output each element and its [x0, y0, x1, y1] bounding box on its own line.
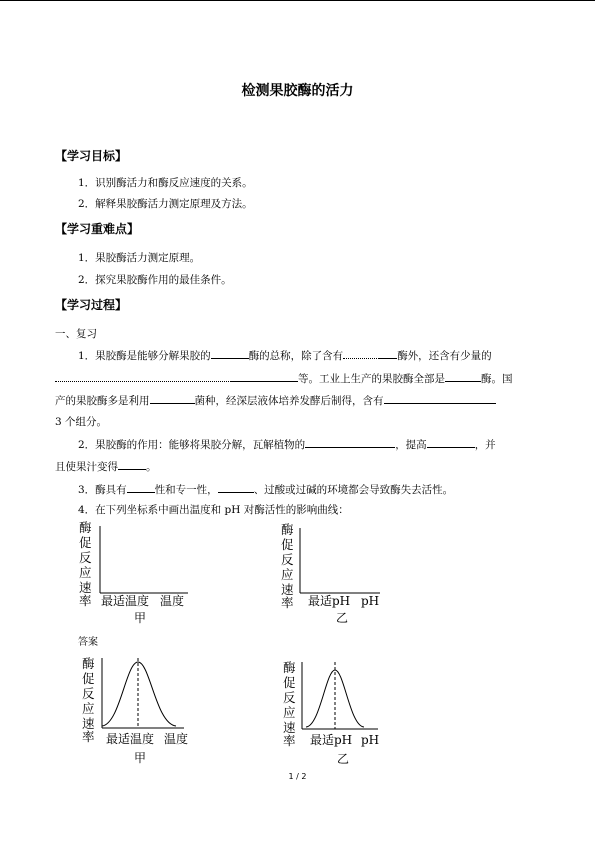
- ylabel-char: 促: [79, 535, 92, 550]
- ylabel-char: 应: [79, 565, 92, 580]
- blank[interactable]: [379, 347, 397, 359]
- section-heading-key-points: 【学习重难点】: [55, 222, 140, 236]
- blank[interactable]: [427, 436, 475, 448]
- ylabel-char: 率: [283, 733, 296, 748]
- goal-item-1: 1．识别酶活力和酶反应速度的关系。: [78, 177, 253, 189]
- x-axis-label-ph: pH: [361, 733, 380, 747]
- blank[interactable]: [55, 370, 231, 382]
- ylabel-char: 反: [281, 552, 294, 567]
- graph-temperature-blank: [70, 516, 200, 628]
- blank[interactable]: [150, 392, 195, 404]
- blank[interactable]: [384, 392, 496, 404]
- ylabel-char: 率: [82, 729, 95, 744]
- page-number: 1 / 2: [288, 772, 307, 781]
- ylabel-char: 应: [82, 701, 95, 716]
- ylabel-char: 速: [283, 720, 296, 735]
- x-tick-optimal-temperature: 最适温度: [101, 594, 150, 608]
- graph-ylabel: [283, 660, 296, 748]
- blank[interactable]: [445, 370, 481, 382]
- ylabel-char: 酶: [82, 656, 95, 671]
- ylabel-char: 反: [82, 686, 95, 701]
- graph-ph-blank: [272, 516, 392, 628]
- blank[interactable]: [127, 481, 155, 493]
- graph-label-a: 甲: [134, 611, 147, 625]
- top-border-line: [0, 0, 595, 1]
- ylabel-char: 反: [283, 690, 296, 705]
- graph-ylabel: [281, 522, 294, 610]
- blank[interactable]: [305, 436, 395, 448]
- graph-label-b: 乙: [336, 611, 349, 625]
- question-2-line-1: 2．果胶酶的作用：能够将果胶分解，瓦解植物的 ，提高 ，并: [78, 436, 496, 452]
- ylabel-char: 酶: [281, 522, 294, 537]
- blank[interactable]: [231, 370, 298, 382]
- ylabel-char: 反: [79, 550, 92, 565]
- graph-ph-answer: [272, 656, 392, 768]
- ylabel-char: 酶: [283, 660, 296, 675]
- ylabel-char: 促: [283, 675, 296, 690]
- blank[interactable]: [118, 458, 146, 470]
- ylabel-char: 率: [281, 595, 294, 610]
- ylabel-char: 促: [281, 537, 294, 552]
- question-1-line-1: 1．果胶酶是能够分解果胶的 酶的总称，除了含有 酶外，还含有少量的: [78, 347, 492, 363]
- question-1-line-4: 3 个组分。: [55, 416, 108, 428]
- x-axis-label-ph: pH: [361, 594, 380, 608]
- blank[interactable]: [218, 481, 254, 493]
- answer-label: 答案: [78, 637, 98, 648]
- blank[interactable]: [211, 347, 249, 359]
- ylabel-char: 率: [79, 593, 92, 608]
- x-axis-label-temperature: 温度: [164, 732, 189, 746]
- graph-temperature-answer: [72, 650, 202, 768]
- question-1-line-2: 等。工业上生产的果胶酶全部是 酶。国: [55, 370, 513, 386]
- question-4: 4．在下列坐标系中画出温度和 pH 对酶活性的影响曲线：: [78, 504, 349, 516]
- graph-label-a: 甲: [134, 751, 147, 765]
- x-tick-optimal-ph: 最适pH: [308, 594, 351, 608]
- ylabel-char: 促: [82, 671, 95, 686]
- x-axis-label-temperature: 温度: [160, 594, 185, 608]
- graph-label-b: 乙: [337, 752, 350, 766]
- page-title: 检测果胶酶的活力: [241, 83, 354, 99]
- question-3: 3．酶具有 性和专一性， 、过酸或过碱的环境都会导致酶失去活性。: [78, 481, 453, 497]
- section-heading-goals: 【学习目标】: [55, 149, 128, 163]
- goal-item-2: 2．解释果胶酶活力测定原理及方法。: [78, 198, 253, 210]
- key-point-item-2: 2．探究果胶酶作用的最佳条件。: [78, 274, 232, 286]
- graph-ylabel: [82, 656, 95, 744]
- x-tick-optimal-ph: 最适pH: [310, 733, 353, 747]
- section-heading-process: 【学习过程】: [55, 298, 128, 312]
- review-heading: 一、复习: [55, 328, 97, 340]
- blank[interactable]: [343, 347, 379, 359]
- ylabel-char: 酶: [79, 520, 92, 535]
- question-1-line-3: 产的果胶酶多是利用 菌种，经深层液体培养发酵后制得，含有: [55, 392, 496, 408]
- ylabel-char: 应: [281, 567, 294, 582]
- ylabel-char: 速: [79, 580, 92, 595]
- x-tick-optimal-temperature: 最适温度: [106, 732, 155, 746]
- question-2-line-2: 且使果汁变得 。: [55, 458, 157, 474]
- ylabel-char: 速: [82, 716, 95, 731]
- key-point-item-1: 1．果胶酶活力测定原理。: [78, 252, 201, 264]
- temperature-activity-curve: [102, 662, 176, 726]
- graph-ylabel: [79, 520, 92, 608]
- ylabel-char: 速: [281, 582, 294, 597]
- ylabel-char: 应: [283, 705, 296, 720]
